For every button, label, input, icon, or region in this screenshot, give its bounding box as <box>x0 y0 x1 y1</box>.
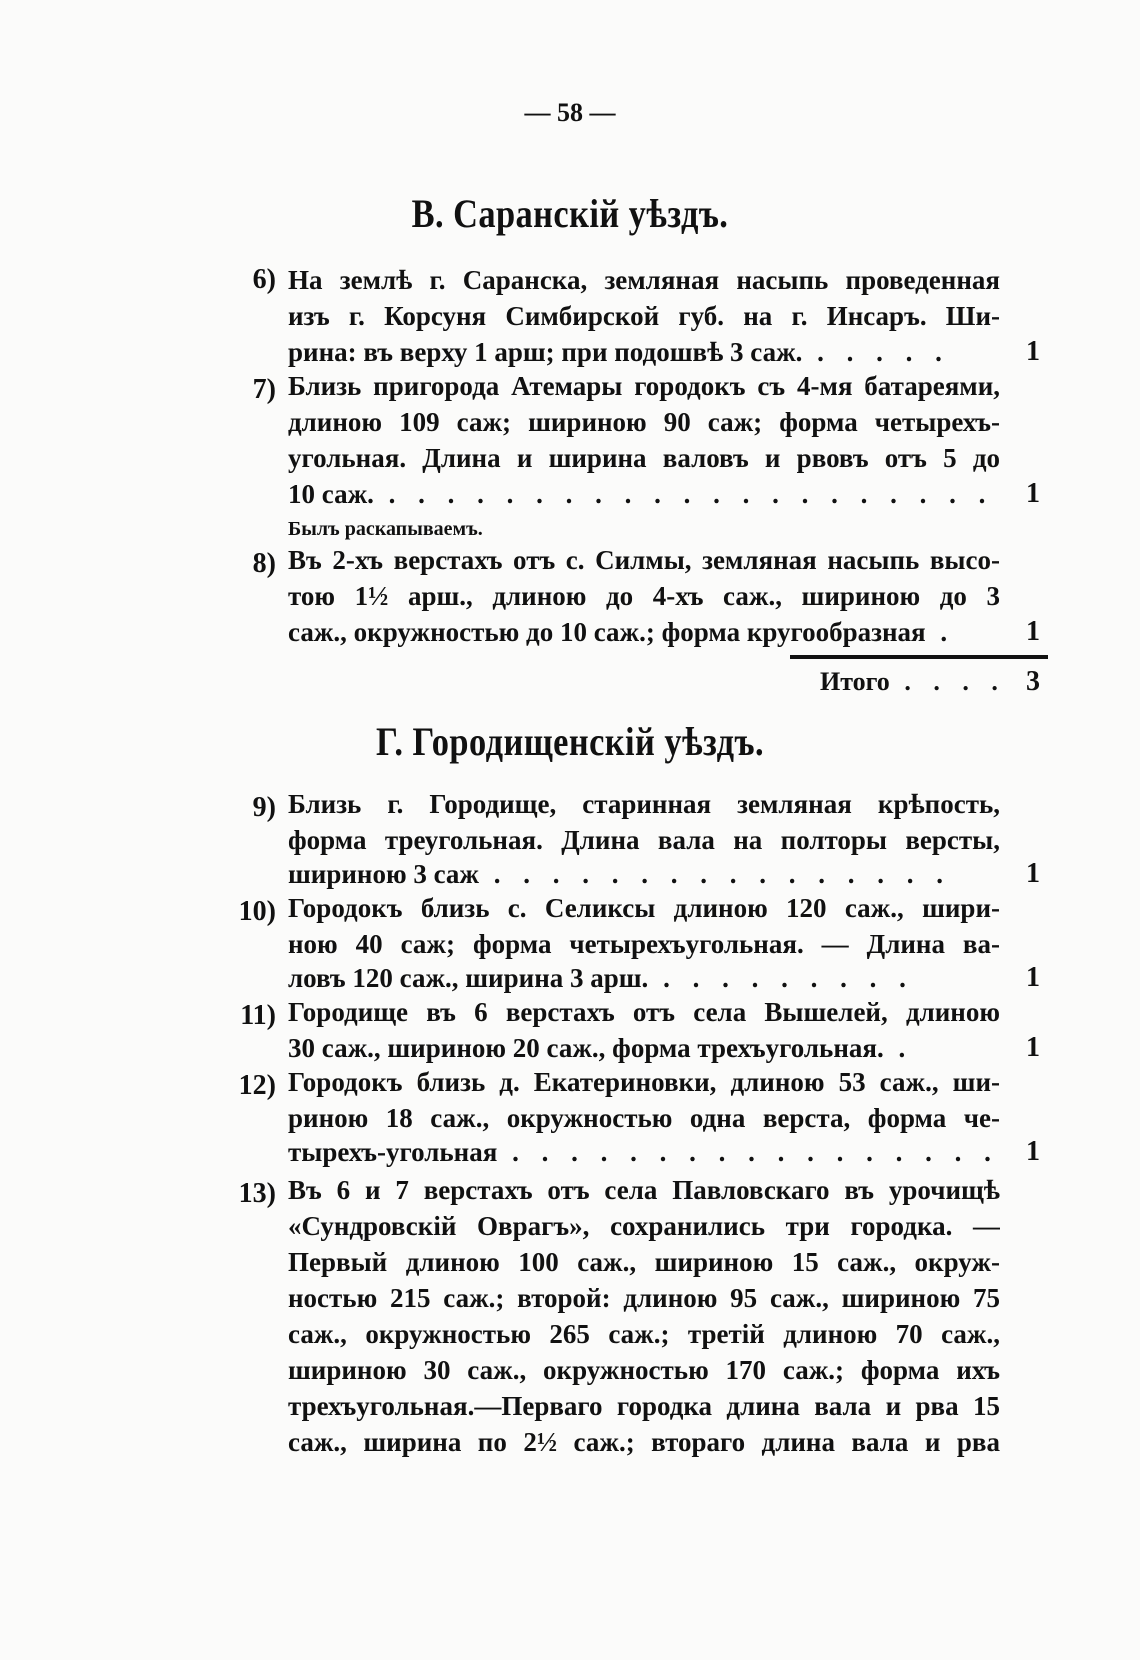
page-number: — 58 — <box>524 98 616 127</box>
entry-count: 1 <box>1026 1032 1040 1063</box>
section-heading-gorodishche: Г. Городищенскій уѣздъ. <box>375 719 765 764</box>
entry-count: 1 <box>1026 478 1040 509</box>
entry-line: «Сундровскій Оврагъ», сохранились три городка. — <box>288 1211 1000 1241</box>
entry-count: 1 <box>1026 1136 1040 1167</box>
entry-number: 9) <box>252 792 276 823</box>
entry-line: тырехъ-угольная <box>288 1137 498 1167</box>
entry-line: риною 18 саж., окружностью одна верста, форма че- <box>288 1103 1000 1133</box>
entry-line: Близь г. Городище, старинная земляная крѣпость, <box>288 789 1000 819</box>
total-row: Итого . . . . <box>820 667 1006 696</box>
entry-line: тою 1½ арш., длиною до 4-хъ саж., шириною до 3 <box>288 581 1000 611</box>
entry-line: 30 саж., шириною 20 саж., форма трехъугольная. <box>288 1033 884 1063</box>
total-rule <box>790 655 1048 659</box>
entry-line: изъ г. Корсуня Симбирской губ. на г. Инсаръ. Ши- <box>288 301 1000 331</box>
entry-line: угольная. Длина и ширина валовъ и рвовъ отъ 5 до <box>288 443 1000 473</box>
entry-number: 6) <box>252 264 276 295</box>
entry-line: ною 40 саж; форма четырехъугольная. — Длина ва- <box>288 929 1000 959</box>
entry-line-with-leader: шириною 3 саж . . . . . . . . . . . . . . . . <box>288 859 952 889</box>
entry-line: саж., ширина по 2½ саж.; втораго длина вала и рва <box>288 1427 1000 1457</box>
entry-line: Городокъ близь д. Екатериновки, длиною 53 саж., ши- <box>288 1067 1000 1097</box>
section-heading-saransk: В. Саранскій уѣздъ. <box>411 191 729 236</box>
entry-line: рина: въ верху 1 арш; при подошвѣ 3 саж. <box>288 337 803 367</box>
entry-line-with-leader: 10 саж. . . . . . . . . . . . . . . . . . . . . . <box>288 479 994 509</box>
entry-note: Былъ раскапываемъ. <box>288 518 483 540</box>
entry-number: 13) <box>238 1178 276 1209</box>
entry-line: саж., окружностью 265 саж.; третій длиною 70 саж., <box>288 1319 1000 1349</box>
entry-number: 7) <box>252 374 276 405</box>
entry-line: Въ 2-хъ верстахъ отъ с. Силмы, земляная насыпь высо- <box>288 545 1000 575</box>
entry-line-with-leader: тырехъ-угольная . . . . . . . . . . . . . . . . . <box>288 1137 999 1167</box>
entry-line: трехъугольная.—Перваго городка длина вала и рва 15 <box>288 1391 1000 1421</box>
total-value: 3 <box>1026 666 1040 697</box>
entry-line-with-leader: ловъ 120 саж., ширина 3 арш. . . . . . . . . . <box>288 963 914 993</box>
entry-number: 12) <box>238 1070 276 1101</box>
entry-number: 8) <box>252 548 276 579</box>
entry-count: 1 <box>1026 962 1040 993</box>
entry-line: ностью 215 саж.; второй: длиною 95 саж., шириною 75 <box>288 1283 1000 1313</box>
entry-line-with-leader: 30 саж., шириною 20 саж., форма трехъугольная. . <box>288 1033 914 1063</box>
entry-line-with-leader: саж., окружностью до 10 саж.; форма кругообразная . <box>288 617 956 647</box>
entry-line: форма треугольная. Длина вала на полторы версты, <box>288 825 1000 855</box>
total-label: Итого <box>820 667 890 696</box>
entry-line: длиною 109 саж; шириною 90 саж; форма четырехъ- <box>288 407 1000 437</box>
entry-line: Городище въ 6 верстахъ отъ села Вышелей, длиною <box>288 997 1000 1027</box>
entry-count: 1 <box>1026 616 1040 647</box>
entry-line: ловъ 120 саж., ширина 3 арш. <box>288 963 649 993</box>
entry-line: шириною 3 саж <box>288 859 480 889</box>
entry-line: На землѣ г. Саранска, земляная насыпь проведенная <box>288 265 1000 295</box>
entry-line: Первый длиною 100 саж., шириною 15 саж., окруж- <box>288 1247 1000 1277</box>
entry-number: 10) <box>238 896 276 927</box>
entry-number: 11) <box>240 1000 276 1031</box>
entry-line: Въ 6 и 7 верстахъ отъ села Павловскаго въ урочищѣ <box>288 1175 1000 1205</box>
entry-count: 1 <box>1026 336 1040 367</box>
entry-line: шириною 30 саж., окружностью 170 саж.; форма ихъ <box>288 1355 1000 1385</box>
entry-line-with-leader: рина: въ верху 1 арш; при подошвѣ 3 саж. . . . . . <box>288 337 950 367</box>
entry-line: Городокъ близь с. Селиксы длиною 120 саж., шири- <box>288 893 1000 923</box>
entry-line: саж., окружностью до 10 саж.; форма кругообразная <box>288 617 926 647</box>
entry-line: Близь пригорода Атемары городокъ съ 4-мя батареями, <box>288 371 1000 401</box>
entry-line: 10 саж. <box>288 479 374 509</box>
entry-count: 1 <box>1026 858 1040 889</box>
